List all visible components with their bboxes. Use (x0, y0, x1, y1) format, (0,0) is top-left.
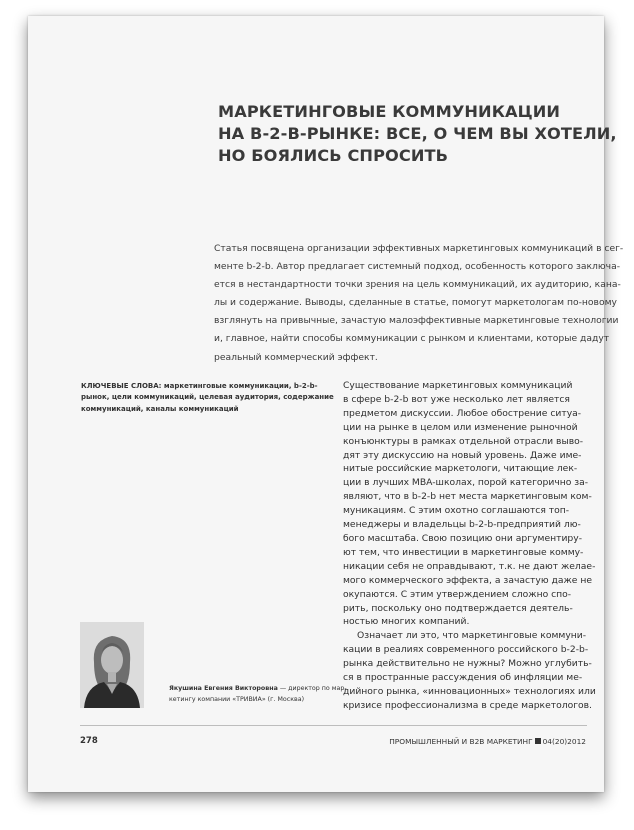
body-line: конъюнктуры в рамках отдельной отрасли выво- (343, 435, 584, 447)
body-line: ся в пространные рассуждения об инфляции ме- (343, 672, 583, 684)
abstract-line: реальный коммерческий эффект. (214, 351, 378, 363)
title-line: МАРКЕТИНГОВЫЕ КОММУНИКАЦИИ (218, 102, 561, 121)
keywords-line: коммуникаций, каналы коммуникаций (81, 404, 239, 413)
abstract-line: ется в нестандартности точки зрения на цель коммуникаций, их аудиторию, кана- (214, 279, 621, 291)
body-line: ют тем, что инвестиции в маркетинговые комму- (343, 546, 584, 558)
body-line: ностью многих компаний. (343, 616, 470, 628)
author-photo (80, 622, 144, 708)
keywords-line: КЛЮЧЕВЫЕ СЛОВА: маркетинговые коммуникации, b-2-b- (81, 382, 318, 390)
article-title (218, 101, 617, 167)
body-line: Означает ли это, что маркетинговые коммуни- (357, 630, 587, 642)
title-line: НА B-2-B-РЫНКЕ: ВСЕ, О ЧЕМ ВЫ ХОТЕЛИ, (218, 124, 617, 143)
body-line: менеджеры и владельцы b-2-b-предприятий лю- (343, 519, 581, 531)
abstract-line: менте b-2-b. Автор предлагает системный подход, особенность которого заключа- (214, 261, 621, 273)
body-line: рить, поскольку оно подтверждается деятель- (343, 602, 573, 614)
keywords-line: рынок, цели коммуникаций, целевая аудитория, содержание (81, 393, 334, 402)
abstract-line: взглянуть на привычные, зачастую малоэффективные маркетинговые технологии (214, 315, 619, 327)
body-line: нитые российские маркетологи, читающие лек- (343, 463, 578, 475)
author-name: Якушина Евгения Викторовна (169, 685, 278, 692)
body-line: Существование маркетинговых коммуникаций (343, 380, 573, 391)
issue-number: 04(20)2012 (542, 737, 586, 746)
footer-divider (80, 725, 587, 726)
body-line: дийного рынка, «инновационных» технологиях или (343, 685, 596, 697)
author-caption-line1 (169, 684, 369, 695)
body-line: кризисе профессионализма в среде маркетологов. (343, 699, 592, 711)
body-line: ции на рынке в целом или изменение рыночной (343, 421, 578, 433)
abstract-line: лы и содержание. Выводы, сделанные в статье, помогут маркетологам по-новому (214, 297, 617, 309)
journal-name: ПРОМЫШЛЕННЫЙ И B2B МАРКЕТИНГ (389, 737, 533, 746)
magazine-page (28, 16, 624, 792)
title-line: НО БОЯЛИСЬ СПРОСИТЬ (218, 146, 449, 165)
body-line: в сфере b-2-b вот уже несколько лет является (343, 393, 570, 405)
body-line: ции в лучших MBA-школах, порой категорично за- (343, 477, 589, 489)
journal-footer (389, 737, 586, 746)
body-line: муникациям. С этим охотно соглашаются топ- (343, 505, 570, 517)
author-caption-line2: кетингу компании «ТРИВИА» (г. Москва) (169, 695, 305, 703)
body-line: кации в реалиях современного российского b-2-b- (343, 644, 589, 656)
body-line: предметом дискуссии. Любое обострение ситуа- (343, 407, 582, 419)
article-abstract (214, 240, 624, 367)
abstract-line: и, главное, найти способы коммуникации с рынком и клиентами, которые дадут (214, 333, 610, 345)
body-line: являют, что в b-2-b нет места маркетинговым ком- (343, 491, 592, 503)
article-body (343, 379, 596, 713)
abstract-line: Статья посвящена организации эффективных маркетинговых коммуникаций в сег- (214, 243, 624, 254)
body-line: окупаются. С этим утверждением сложно спо- (343, 588, 572, 600)
body-line: рынка действительно не нужны? Можно углубить- (343, 658, 592, 670)
author-portrait-illustration (80, 622, 144, 708)
author-role: — директор по мар- (277, 685, 347, 692)
page-number: 278 (80, 736, 98, 746)
keywords-block (81, 381, 334, 415)
body-line: бого масштаба. Свою позицию они аргументиру- (343, 532, 583, 544)
body-line: никации себя не оправдывают, т.к. не дают желае- (343, 560, 596, 572)
body-line: дят эту дискуссию на новый уровень. Даже име- (343, 449, 582, 461)
square-separator-icon (535, 738, 541, 744)
body-line: мого коммерческого эффекта, а зачастую даже не (343, 574, 592, 586)
author-caption (169, 684, 369, 705)
